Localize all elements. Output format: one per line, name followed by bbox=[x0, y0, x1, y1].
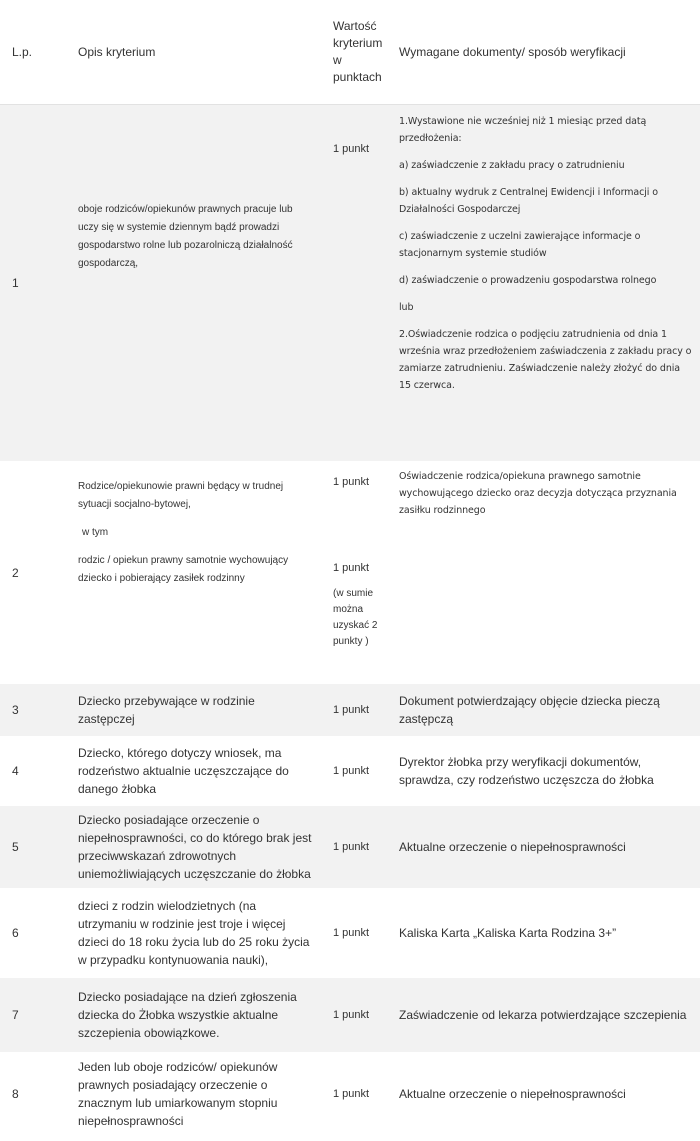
document-item: lub bbox=[399, 302, 414, 313]
criterion-cell bbox=[66, 806, 321, 889]
documents-cell bbox=[387, 978, 700, 1053]
criterion-text: rodzic / opiekun prawny samotnie wychowujący dziecko i pobierający zasiłek rodzinny bbox=[78, 555, 289, 584]
header-dokumenty: Wymagane dokumenty/ sposób weryfikacji bbox=[387, 0, 700, 105]
points-text: 1 punkt bbox=[333, 841, 370, 853]
points-note: (w sumie można uzyskać 2 punkty ) bbox=[333, 588, 378, 647]
table-row bbox=[0, 1053, 700, 1136]
points-text: 1 punkt bbox=[333, 476, 370, 488]
row-number: 4 bbox=[0, 737, 66, 806]
document-item: Zaświadczenie od lekarza potwierdzające szczepienia bbox=[399, 1008, 687, 1022]
table-row bbox=[0, 462, 700, 684]
criterion-text: Dziecko posiadające na dzień zgłoszenia dziecka do Żłobka wszystkie aktualne szczepienia obowiązkowe. bbox=[78, 990, 297, 1040]
row-number: 2 bbox=[0, 462, 66, 684]
document-item: Dyrektor żłobka przy weryfikacji dokumentów, sprawdza, czy rodzeństwo uczęszcza do żłobka bbox=[399, 755, 654, 787]
points-cell bbox=[321, 105, 387, 462]
document-item: b) aktualny wydruk z Centralnej Ewidencji i Informacji o Działalności Gospodarczej bbox=[399, 187, 658, 215]
document-item: Aktualne orzeczenie o niepełnosprawności bbox=[399, 840, 626, 854]
points-cell bbox=[321, 462, 387, 684]
document-item: Kaliska Karta „Kaliska Karta Rodzina 3+” bbox=[399, 926, 617, 940]
points-cell bbox=[321, 978, 387, 1053]
criterion-text: Dziecko posiadające orzeczenie o niepełnosprawności, co do którego brak jest przeciwwskazań zdrowotnych uniemożliwiających uczęszczanie do żłobka bbox=[78, 813, 312, 881]
row-number: 1 bbox=[0, 105, 66, 462]
points-text: 1 punkt bbox=[333, 1088, 370, 1100]
documents-cell bbox=[387, 806, 700, 889]
document-item: Aktualne orzeczenie o niepełnosprawności bbox=[399, 1087, 626, 1101]
documents-cell bbox=[387, 684, 700, 737]
criterion-text: Dziecko przebywające w rodzinie zastępczej bbox=[78, 694, 255, 726]
criterion-text: w tym bbox=[82, 527, 109, 538]
points-text: 1 punkt bbox=[333, 927, 370, 939]
points-text: 1 punkt bbox=[333, 704, 370, 716]
points-text: 1 punkt bbox=[333, 562, 370, 574]
points-text: 1 punkt bbox=[333, 143, 370, 155]
criterion-text: Dziecko, którego dotyczy wniosek, ma rodzeństwo aktualnie uczęszczające do danego żłobka bbox=[78, 746, 289, 796]
criterion-cell bbox=[66, 462, 321, 684]
criterion-text: Jeden lub oboje rodziców/ opiekunów prawnych posiadający orzeczenie o znacznym lub umiarkowanym stopniu niepełnosprawności bbox=[78, 1060, 278, 1128]
criterion-text: oboje rodziców/opiekunów prawnych pracuje lub uczy się w systemie dziennym bądź prowadzi gospodarstwo rolne lub pozarolniczą działalność gospodarczą, bbox=[78, 204, 293, 269]
criterion-cell bbox=[66, 105, 321, 462]
criterion-text: Rodzice/opiekunowie prawni będący w trudnej sytuacji socjalno-bytowej, bbox=[78, 481, 284, 510]
criterion-cell bbox=[66, 889, 321, 978]
points-text: 1 punkt bbox=[333, 1009, 370, 1021]
points-cell bbox=[321, 806, 387, 889]
row-number: 5 bbox=[0, 806, 66, 889]
document-item: c) zaświadczenie z uczelni zawierające informacje o stacjonarnym systemie studiów bbox=[399, 231, 641, 259]
criterion-cell bbox=[66, 978, 321, 1053]
criterion-cell bbox=[66, 684, 321, 737]
document-item: 2.Oświadczenie rodzica o podjęciu zatrudnienia od dnia 1 września wraz przedłożeniem zaświadczenia z zakładu pracy o zamiarze zatrudnieniu. Zaświadczenie należy złożyć do dnia 15 czerwca. bbox=[399, 329, 692, 391]
points-cell bbox=[321, 737, 387, 806]
header-wartosc-line: kryterium bbox=[333, 36, 383, 50]
documents-cell bbox=[387, 889, 700, 978]
documents-cell bbox=[387, 105, 700, 462]
header-wartosc-line: w bbox=[333, 53, 342, 67]
header-wartosc bbox=[321, 0, 387, 105]
table-row bbox=[0, 737, 700, 806]
table-row bbox=[0, 978, 700, 1053]
row-number: 3 bbox=[0, 684, 66, 737]
documents-cell bbox=[387, 737, 700, 806]
documents-cell bbox=[387, 462, 700, 684]
document-item: Oświadczenie rodzica/opiekuna prawnego samotnie wychowującego dziecko oraz decyzja dotycząca przyznania zasiłku rodzinnego bbox=[399, 471, 677, 516]
points-cell bbox=[321, 684, 387, 737]
row-number: 7 bbox=[0, 978, 66, 1053]
document-item: d) zaświadczenie o prowadzeniu gospodarstwa rolnego bbox=[399, 275, 657, 286]
header-lp: L.p. bbox=[0, 0, 66, 105]
document-item: 1.Wystawione nie wcześniej niż 1 miesiąc przed datą przedłożenia: bbox=[399, 116, 647, 144]
row-number: 6 bbox=[0, 889, 66, 978]
points-cell bbox=[321, 889, 387, 978]
row-number: 8 bbox=[0, 1053, 66, 1136]
header-row bbox=[0, 0, 700, 105]
criterion-cell bbox=[66, 1053, 321, 1136]
table-row bbox=[0, 806, 700, 889]
document-item: a) zaświadczenie z zakładu pracy o zatrudnieniu bbox=[399, 160, 625, 171]
table-row bbox=[0, 889, 700, 978]
header-opis: Opis kryterium bbox=[66, 0, 321, 105]
criterion-cell bbox=[66, 737, 321, 806]
table-row bbox=[0, 684, 700, 737]
header-wartosc-line: punktach bbox=[333, 70, 382, 84]
documents-cell bbox=[387, 1053, 700, 1136]
points-cell bbox=[321, 1053, 387, 1136]
criterion-text: dzieci z rodzin wielodzietnych (na utrzymaniu w rodzinie jest troje i więcej dzieci do 18 roku życia lub do 25 roku życia w przypadku kontynuowania nauki), bbox=[78, 899, 310, 967]
points-text: 1 punkt bbox=[333, 765, 370, 777]
table-row bbox=[0, 105, 700, 462]
document-item: Dokument potwierdzający objęcie dziecka pieczą zastępczą bbox=[399, 694, 660, 726]
header-wartosc-line: Wartość bbox=[333, 19, 377, 33]
